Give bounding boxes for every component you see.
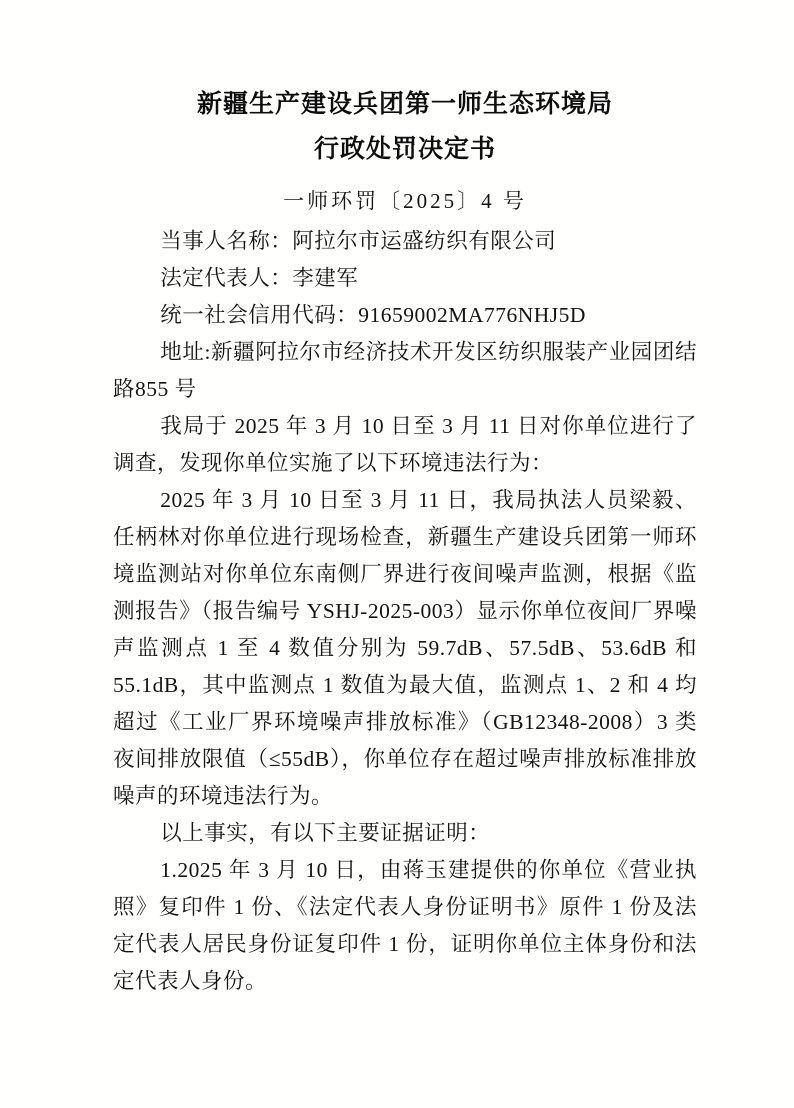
violation-facts-paragraph: 2025 年 3 月 10 日至 3 月 11 日，我局执法人员梁毅、任柄林对你单位进行现场检查，新疆生产建设兵团第一师环境监测站对你单位东南侧厂界进行夜间噪声监测，根据《监测报告》（报告编号 YSHJ-2025-003）显示你单位夜间厂界噪声监测点 1 至 4 数值分别为 59.7dB、57.5dB、53.6dB 和 55.1dB，其中监测点 1 数值为最大值，监测点 1、2 和 4 均超过《工业厂界环境噪声排放标准》（GB12348-2008）3 类夜间排放限值（≤55dB），你单位存在超过噪声排放标准排放噪声的环境违法行为。	[113, 488, 697, 808]
document-title-line2: 行政处罚决定书	[313, 135, 496, 163]
document-content	[113, 82, 697, 1000]
document-number: 一师环罚〔2025〕4 号	[283, 189, 527, 213]
evidence-item-1-paragraph: 1.2025 年 3 月 10 日，由蒋玉建提供的你单位《营业执照》复印件 1 份、《法定代表人身份证明书》原件 1 份及法定代表人居民身份证复印件 1 份，证明你单位主体身份和法定代表人身份。	[113, 858, 697, 993]
party-name-line: 当事人名称：阿拉尔市运盛纺织有限公司	[160, 229, 557, 253]
legal-representative-line: 法定代表人：李建军	[160, 266, 359, 290]
investigation-intro-paragraph: 我局于 2025 年 3 月 10 日至 3 月 11 日对你单位进行了调查，发现你单位实施了以下环境违法行为：	[113, 414, 697, 475]
credit-code-line: 统一社会信用代码：91659002MA776NHJ5D	[160, 303, 586, 327]
document-title-line1: 新疆生产建设兵团第一师生态环境局	[196, 90, 613, 118]
address-line: 地址:新疆阿拉尔市经济技术开发区纺织服装产业园团结路855 号	[113, 340, 697, 401]
evidence-intro-paragraph: 以上事实，有以下主要证据证明：	[160, 821, 491, 845]
document-body	[113, 223, 697, 1000]
